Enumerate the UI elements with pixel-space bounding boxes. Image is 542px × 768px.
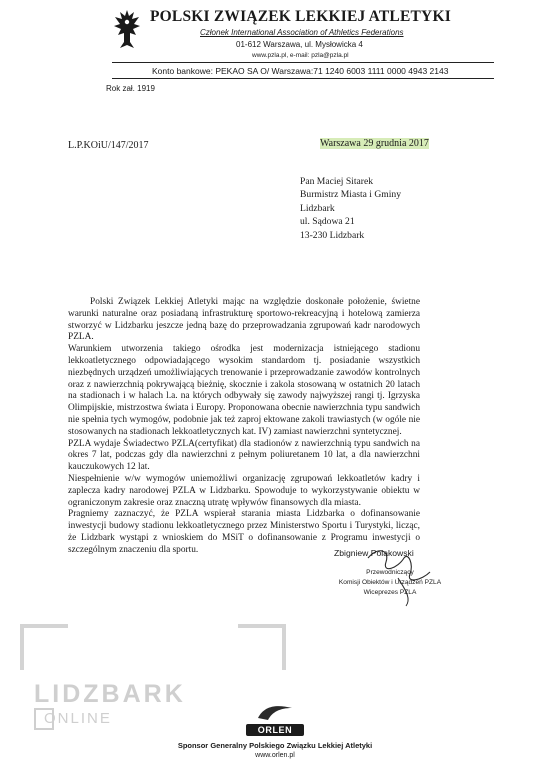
- letterhead-divider-top: [112, 62, 494, 63]
- sponsor-url: www.orlen.pl: [255, 752, 295, 759]
- orlen-logo-text: ORLEN: [257, 725, 293, 735]
- recipient-line: Pan Maciej Sitarek: [300, 176, 373, 187]
- date-prefix: Warszawa: [320, 138, 364, 149]
- body-paragraph: Pragniemy zaznaczyć, że PZLA wspierał starania miasta Lidzbarka o dofinansowanie inwestycji budowy stadionu lekkoatletycznego przez Ministerstwo Sportu i Turystyki, licząc, że Lidzbark wystąpi z wnioskiem do MSiT o dofinansowanie z Programu inwestycji o szczególnym znaczeniu dla sportu.: [68, 509, 420, 555]
- organization-membership: Członek International Association of Athletics Federations: [200, 28, 404, 37]
- organization-address: 01-612 Warszawa, ul. Mysłowicka 4: [236, 40, 363, 49]
- eagle-emblem-icon: [112, 8, 142, 52]
- organization-name: POLSKI ZWIĄZEK LEKKIEJ ATLETYKI: [150, 8, 451, 25]
- reference-number: L.P.KOiU/147/2017: [68, 140, 149, 151]
- body-paragraph: Niespełnienie w/w wymogów uniemożliwi organizację zgrupowań lekkoatletów kadry i zaplecza kadry narodowej PZLA w Lidzbarku. Spowoduje to wykorzystywanie obiektu w ograniczonym zakresie oraz znaczną utratę wpływów finansowych dla miasta.: [68, 473, 420, 508]
- letterhead-divider-bottom: [112, 78, 494, 79]
- organization-contact: www.pzla.pl, e-mail: pzla@pzla.pl: [252, 52, 349, 59]
- letter-date: [320, 138, 429, 149]
- body-paragraph: PZLA wydaje Świadectwo PZLA(certyfikat) dla stadionów z nawierzchnią typu sandwich na okres 7 lat, podczas gdy dla nawierzchni z pełnym poliuretanem 10 lat, a dla nawierzchni kauczukowych 12 lat.: [68, 438, 420, 473]
- orlen-eagle-icon: [254, 702, 296, 722]
- body-paragraph: Polski Związek Lekkiej Atletyki mając na względzie doskonałe położenie, świetne warunki naturalne oraz posiadaną infrastrukturę sportowo-rekreacyjną i hotelową zamierza stworzyć w Lidzbarku jeszcze jedną bazę do przeprowadzania zgrupowań kadr narodowych PZLA.: [68, 297, 420, 343]
- recipient-line: 13-230 Lidzbark: [300, 229, 365, 241]
- watermark-subtitle: ONLINE: [44, 710, 112, 727]
- signer-title-line: Przewodniczący: [366, 569, 414, 576]
- signer-title: [334, 568, 446, 598]
- date-rest: grudnia 2017: [373, 138, 429, 149]
- signer-title-line: Wiceprezes PZLA: [363, 589, 417, 596]
- letter-body: [68, 297, 420, 557]
- signer-title-line: Komisji Obiektów i Urządzeń PZLA: [338, 579, 442, 586]
- date-day: 29: [363, 138, 374, 149]
- recipient-address: [300, 175, 401, 242]
- sponsor-caption: Sponsor Generalny Polskiego Związku Lekkiej Atletyki: [177, 741, 373, 750]
- body-paragraph: Warunkiem utworzenia takiego ośrodka jest modernizacja istniejącego stadionu lekkoatletycznego odpowiadającego wysokim standardom tj. posiadanie wszystkich niezbędnych urządzeń umożliwiających trenowanie i przeprowadzanie zawodów kontrolnych oraz z nawierzchnią pokrywającą bieżnię, skocznie i zakola stosowaną w ostatnich 20 latach na stadionach i w halach l.a. na których odbywały się zawody najwyższej rangi tj. Igrzyska Olimpijskie, mistrzostwa świata i Europy. Proponowana obecnie nawierzchnia typu sandwich nie spełnia tych wymogów, podobnie jak też zaproj ektowane zakoli trawiastych (w ogóle nie stosowanych na stadionach lekkoatletycznych kat. IV) zamiast nawierzchni syntetycznej.: [68, 344, 420, 437]
- signer-name: Zbigniew Polakowski: [334, 548, 414, 558]
- bank-account: Konto bankowe: PEKAO SA O/ Warszawa:71 1240 6003 1111 0000 4943 2143: [152, 66, 449, 76]
- recipient-line: ul. Sądowa 21: [300, 216, 355, 228]
- recipient-line: Burmistrz Miasta i Gminy: [300, 189, 401, 201]
- recipient-line: Lidzbark: [300, 202, 335, 214]
- founded-year: Rok zał. 1919: [106, 84, 155, 93]
- watermark-title: LIDZBARK: [34, 680, 186, 708]
